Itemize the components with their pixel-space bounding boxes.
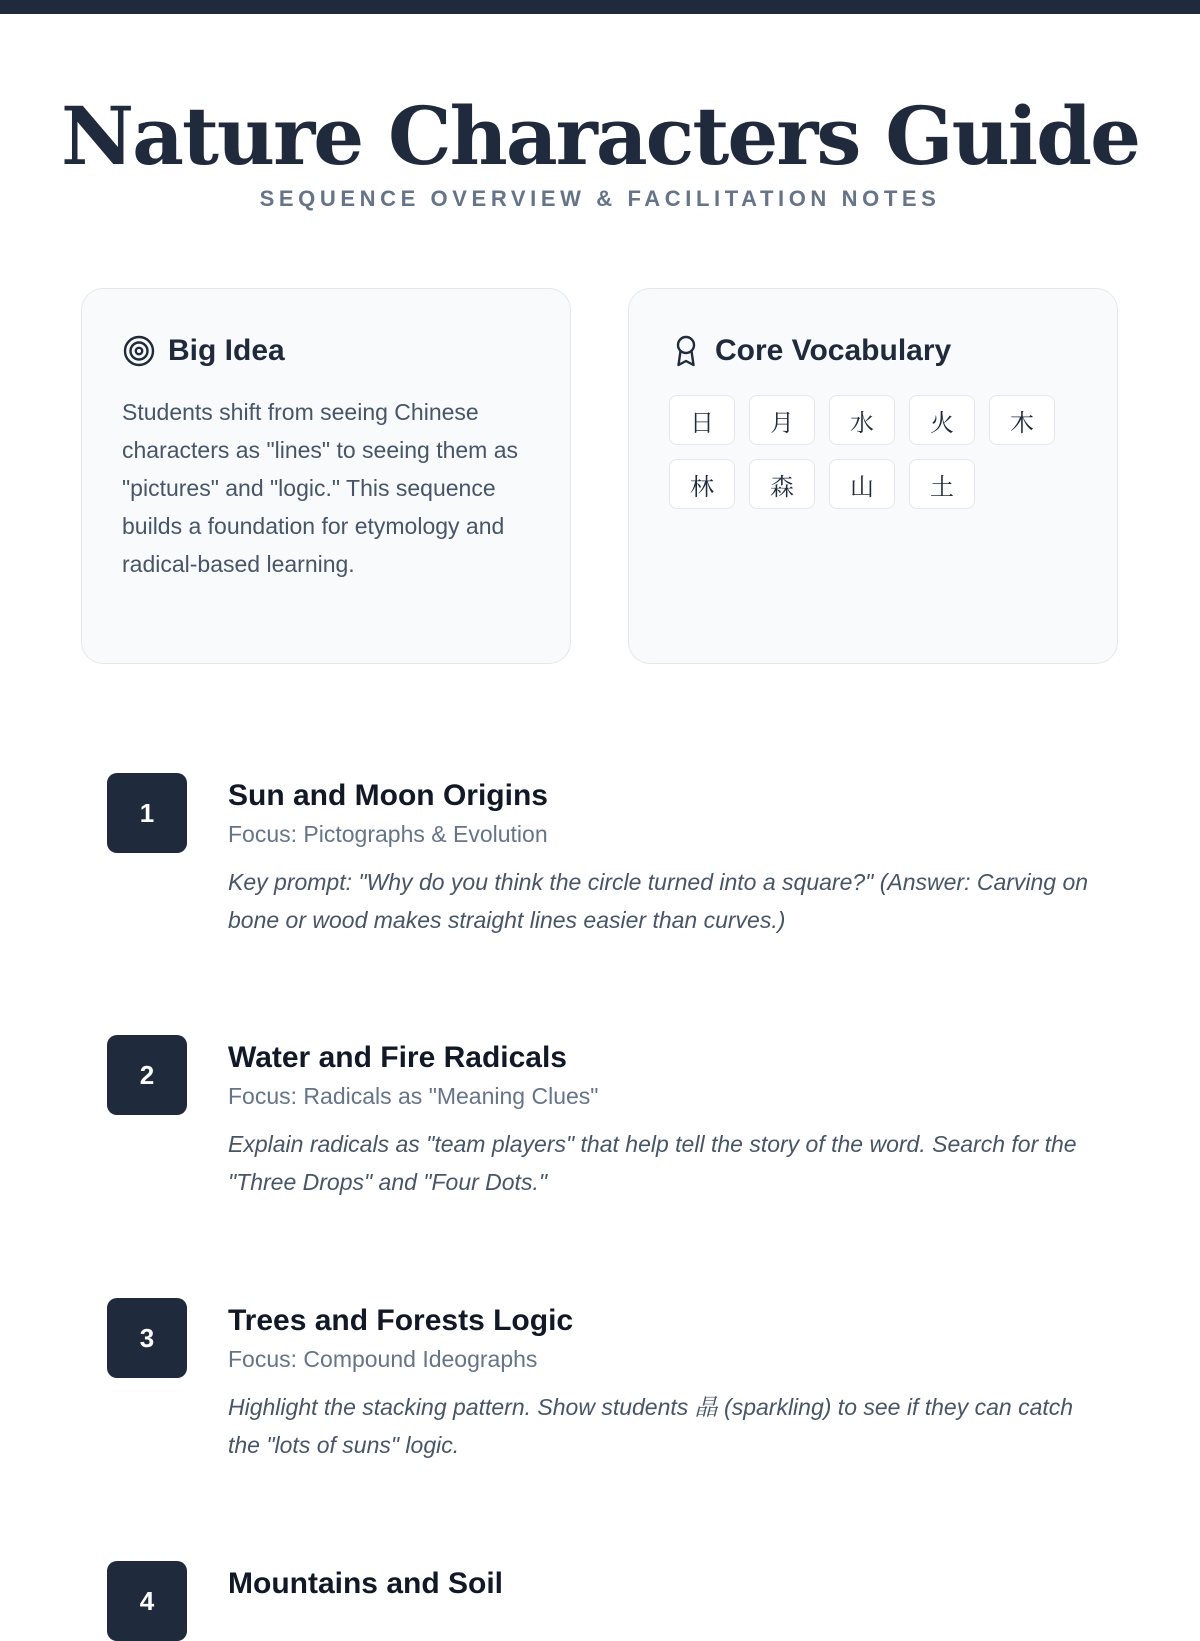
step-number-badge: 4 xyxy=(107,1561,187,1641)
step-title: Water and Fire Radicals xyxy=(228,1041,567,1074)
big-idea-card xyxy=(81,288,571,664)
step-content xyxy=(228,777,1108,939)
step-note: Key prompt: "Why do you think the circle turned into a square?" (Answer: Carving on bone or wood makes straight lines easier than curves.) xyxy=(228,869,1089,933)
big-idea-title: Big Idea xyxy=(168,334,285,367)
vocab-chip: 日 xyxy=(669,395,735,445)
vocab-chip: 月 xyxy=(749,395,815,445)
vocab-chip: 木 xyxy=(989,395,1055,445)
step-content xyxy=(228,1302,1108,1464)
vocab-chip: 土 xyxy=(909,459,975,509)
vocab-chip: 火 xyxy=(909,395,975,445)
vocab-chip: 山 xyxy=(829,459,895,509)
page-title: Nature Characters Guide xyxy=(61,89,1139,183)
core-vocabulary-header xyxy=(669,333,1077,369)
core-vocabulary-title: Core Vocabulary xyxy=(715,334,952,367)
page-subtitle: SEQUENCE OVERVIEW & FACILITATION NOTES xyxy=(259,186,941,211)
award-icon xyxy=(669,334,703,368)
step-number-badge: 2 xyxy=(107,1035,187,1115)
step-focus: Focus: Radicals as "Meaning Clues" xyxy=(228,1083,599,1109)
step-title: Sun and Moon Origins xyxy=(228,779,548,812)
big-idea-body: Students shift from seeing Chinese characters as "lines" to seeing them as "pictures" and "logic." This sequence builds a foundation for etymology and radical-based learning. xyxy=(122,399,519,577)
step-title: Trees and Forests Logic xyxy=(228,1304,574,1337)
page-header xyxy=(0,88,1200,212)
vocab-chip: 水 xyxy=(829,395,895,445)
step-number-badge: 1 xyxy=(107,773,187,853)
step-content xyxy=(228,1039,1108,1201)
step-note: Explain radicals as "team players" that help tell the story of the word. Search for the "Three Drops" and "Four Dots." xyxy=(228,1131,1077,1195)
big-idea-header xyxy=(122,333,530,369)
top-bar xyxy=(0,0,1200,14)
vocab-chip: 林 xyxy=(669,459,735,509)
step-number-badge: 3 xyxy=(107,1298,187,1378)
vocabulary-list xyxy=(669,395,1089,523)
step-content xyxy=(228,1565,1108,1603)
step-title: Mountains and Soil xyxy=(228,1567,503,1600)
step-focus: Focus: Pictographs & Evolution xyxy=(228,821,548,847)
vocab-chip: 森 xyxy=(749,459,815,509)
step-focus: Focus: Compound Ideographs xyxy=(228,1346,538,1372)
core-vocabulary-card xyxy=(628,288,1118,664)
step-note: Highlight the stacking pattern. Show students 晶 (sparkling) to see if they can catch the "lots of suns" logic. xyxy=(228,1394,1074,1458)
target-icon xyxy=(122,334,156,368)
